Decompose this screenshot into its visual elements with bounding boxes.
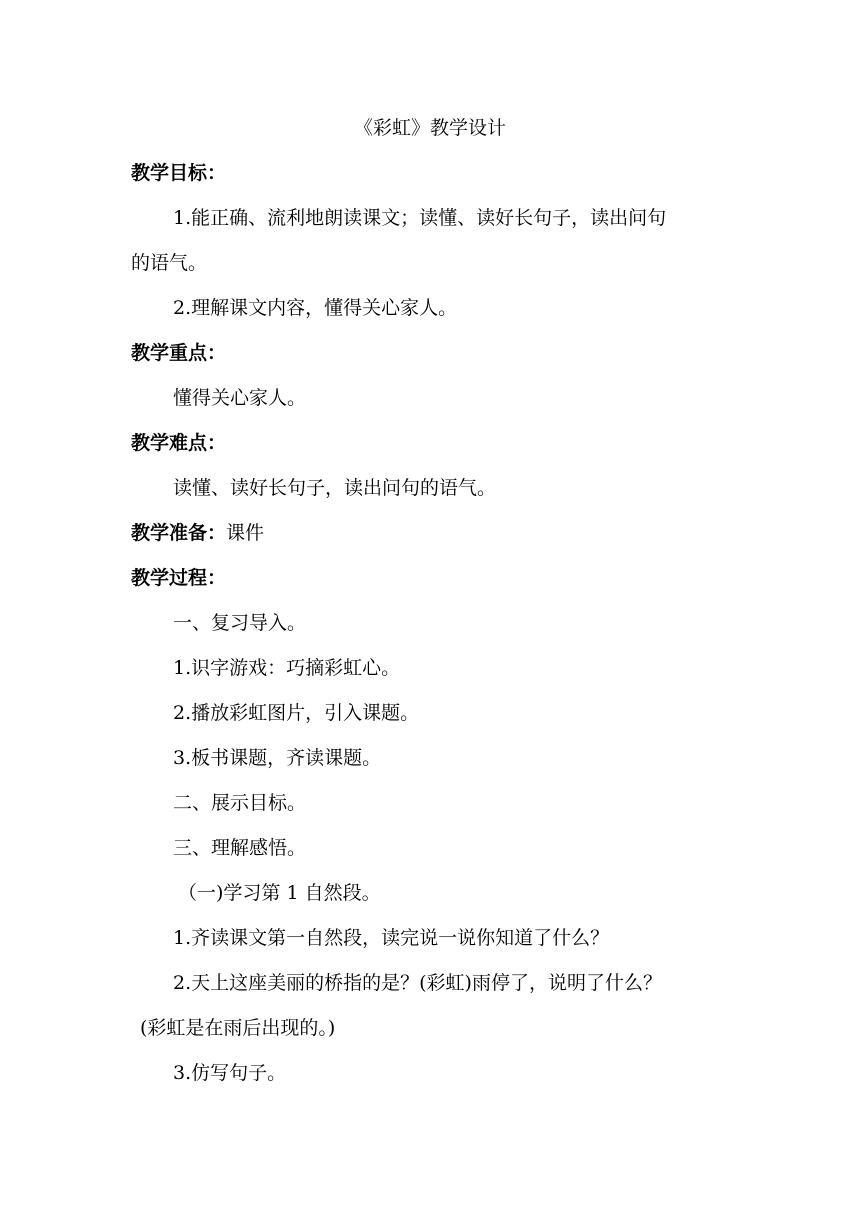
section-1-item-3: 3.板书课题，齐读课题。 — [173, 747, 382, 769]
prep-heading-label: 教学准备： — [131, 522, 227, 544]
key-text: 懂得关心家人。 — [173, 387, 307, 409]
prep-text: 课件 — [226, 522, 265, 544]
section-1-item-1: 1.识字游戏：巧摘彩虹心。 — [173, 657, 401, 679]
goal-1-line-1: 1.能正确、流利地朗读课文；读懂、读好长句子，读出问句 — [173, 207, 667, 229]
section-1-heading: 一、复习导入。 — [173, 612, 307, 634]
subsection-1-heading: （一)学习第 1 自然段。 — [178, 882, 381, 904]
goals-heading — [131, 160, 226, 186]
difficulty-text: 读懂、读好长句子，读出问句的语气。 — [173, 477, 497, 499]
difficulty-heading-label: 教学难点： — [131, 432, 227, 454]
process-heading-label: 教学过程： — [131, 567, 227, 589]
section-2-heading: 二、展示目标。 — [173, 792, 307, 814]
goals-heading-label: 教学目标： — [131, 162, 227, 184]
key-heading — [131, 340, 226, 366]
prep-line — [131, 520, 264, 546]
section-3-item-2-line-2: (彩虹是在雨后出现的。) — [140, 1017, 336, 1039]
section-3-item-3: 3.仿写句子。 — [173, 1062, 287, 1084]
document-title: 《彩虹》教学设计 — [353, 117, 506, 139]
process-heading — [131, 565, 226, 591]
goal-2: 2.理解课文内容，懂得关心家人。 — [173, 297, 458, 319]
key-heading-label: 教学重点： — [131, 342, 227, 364]
section-3-item-2-line-1: 2.天上这座美丽的桥指的是？(彩虹)雨停了，说明了什么？ — [173, 972, 662, 994]
section-3-item-1: 1.齐读课文第一自然段，读完说一说你知道了什么？ — [173, 927, 610, 949]
difficulty-heading — [131, 430, 226, 456]
section-3-heading: 三、理解感悟。 — [173, 837, 307, 859]
section-1-item-2: 2.播放彩虹图片，引入课题。 — [173, 702, 420, 724]
goal-1-line-2: 的语气。 — [131, 252, 208, 274]
